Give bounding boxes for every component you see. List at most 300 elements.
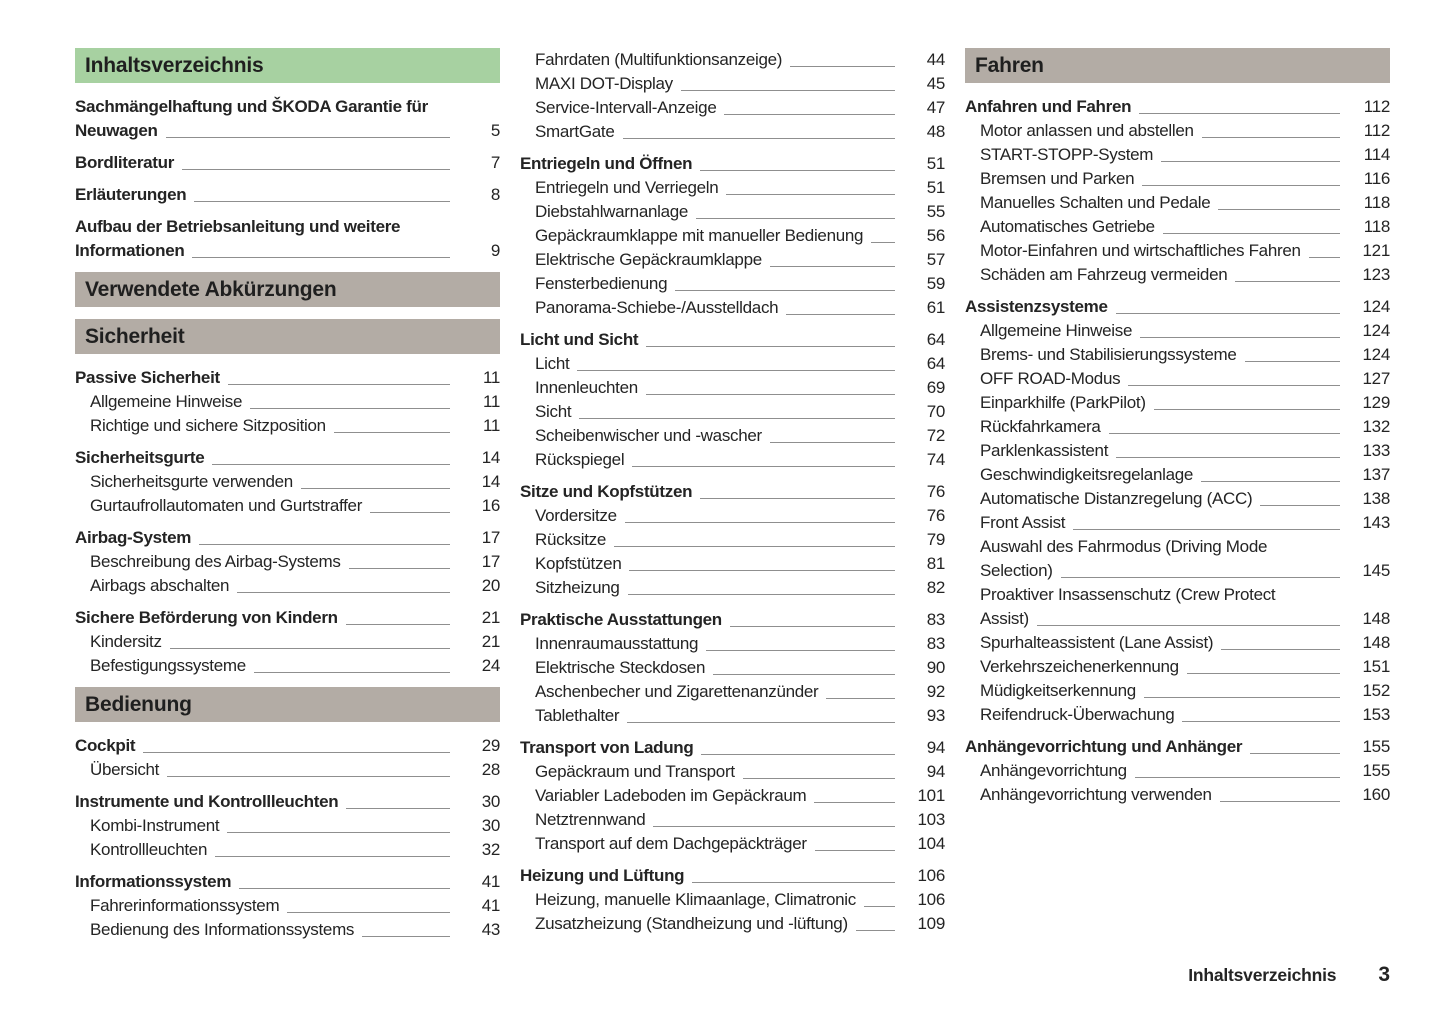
toc-entry-page: 106 bbox=[917, 866, 945, 885]
leader-line bbox=[1109, 433, 1340, 434]
page-footer bbox=[1188, 963, 1390, 987]
toc-entry bbox=[965, 511, 1390, 535]
leader-line bbox=[579, 418, 895, 419]
section-header-label: Inhaltsverzeichnis bbox=[85, 53, 264, 77]
leader-line bbox=[770, 442, 895, 443]
toc-entry bbox=[520, 328, 945, 352]
toc-entry bbox=[965, 655, 1390, 679]
toc-entry-line bbox=[535, 424, 945, 448]
toc-entry-label: Automatisches Getriebe bbox=[980, 217, 1155, 236]
toc-entry-page: 101 bbox=[917, 786, 945, 805]
leader-line bbox=[696, 218, 895, 219]
toc-entry-line bbox=[965, 95, 1390, 119]
leader-line bbox=[194, 201, 450, 202]
toc-entry-line bbox=[535, 808, 945, 832]
toc-entry-page: 124 bbox=[1362, 345, 1390, 364]
section-header-bedienung bbox=[75, 687, 500, 722]
toc-entry bbox=[75, 390, 500, 414]
toc-entry-line bbox=[90, 550, 500, 574]
toc-entry-page: 24 bbox=[481, 656, 500, 675]
toc-entry-page: 64 bbox=[926, 354, 945, 373]
toc-entry bbox=[520, 248, 945, 272]
toc-entry-label: Licht und Sicht bbox=[520, 330, 639, 349]
toc-entry-line bbox=[980, 239, 1390, 263]
toc-entry-page: 90 bbox=[926, 658, 945, 677]
toc-entry bbox=[965, 487, 1390, 511]
toc-entry bbox=[520, 576, 945, 600]
toc-entry-page: 55 bbox=[926, 202, 945, 221]
toc-entry bbox=[965, 463, 1390, 487]
leader-line bbox=[301, 488, 450, 489]
toc-entry-label: Aufbau der Betriebsanleitung und weitere bbox=[75, 217, 401, 236]
toc-entry-page: 118 bbox=[1363, 193, 1390, 212]
toc-entry bbox=[965, 391, 1390, 415]
toc-entry-page: 41 bbox=[481, 872, 500, 891]
toc-entry-line bbox=[980, 439, 1390, 463]
toc-entry-page: 127 bbox=[1362, 369, 1390, 388]
toc-entry bbox=[520, 376, 945, 400]
section-header-fahren bbox=[965, 48, 1390, 83]
toc-entry bbox=[965, 415, 1390, 439]
leader-line bbox=[1218, 209, 1340, 210]
toc-entry-label: Manuelles Schalten und Pedale bbox=[980, 193, 1211, 212]
toc-entry-label: Sicherheitsgurte verwenden bbox=[90, 472, 293, 491]
toc-entry-page: 118 bbox=[1363, 217, 1390, 236]
toc-entry bbox=[75, 95, 500, 143]
toc-entry bbox=[75, 470, 500, 494]
toc-entry-label: Bordliteratur bbox=[75, 153, 175, 172]
toc-entry-line bbox=[980, 783, 1390, 807]
toc-entry-page: 7 bbox=[490, 153, 500, 172]
toc-entry-line bbox=[535, 248, 945, 272]
toc-entry-line bbox=[980, 215, 1390, 239]
leader-line bbox=[1116, 457, 1340, 458]
toc-entry-page: 59 bbox=[926, 274, 945, 293]
leader-line bbox=[646, 394, 895, 395]
toc-entry-line bbox=[75, 526, 500, 550]
toc-entry-label: Cockpit bbox=[75, 736, 136, 755]
toc-entry bbox=[75, 151, 500, 175]
leader-line bbox=[143, 752, 450, 753]
toc-entry-label: Geschwindigkeitsregelanlage bbox=[980, 465, 1194, 484]
toc-entry bbox=[965, 679, 1390, 703]
toc-entry-page: 116 bbox=[1363, 169, 1390, 188]
toc-entry-line bbox=[90, 838, 500, 862]
toc-entry bbox=[75, 606, 500, 630]
toc-entry bbox=[520, 608, 945, 632]
toc-entry-line bbox=[980, 463, 1390, 487]
toc-entry-page: 109 bbox=[917, 914, 945, 933]
toc-entry-page: 57 bbox=[926, 250, 945, 269]
toc-entry-label: Verkehrszeichenerkennung bbox=[980, 657, 1179, 676]
toc-entry bbox=[965, 367, 1390, 391]
toc-entry bbox=[520, 808, 945, 832]
toc-entry-label: Tablethalter bbox=[535, 706, 620, 725]
leader-line bbox=[1142, 185, 1340, 186]
toc-entry-page: 132 bbox=[1362, 417, 1390, 436]
toc-entry bbox=[75, 654, 500, 678]
toc-entry-line bbox=[965, 735, 1390, 759]
toc-entry bbox=[520, 152, 945, 176]
toc-entry-line bbox=[535, 96, 945, 120]
toc-entry bbox=[75, 734, 500, 758]
toc-entry-line bbox=[535, 888, 945, 912]
toc-entry-line bbox=[90, 630, 500, 654]
leader-line bbox=[623, 138, 896, 139]
toc-entry-page: 103 bbox=[917, 810, 945, 829]
leader-line bbox=[1221, 649, 1340, 650]
toc-entry-label: Fahrdaten (Multifunktionsanzeige) bbox=[535, 50, 783, 69]
toc-entry-label: Entriegeln und Öffnen bbox=[520, 154, 693, 173]
toc-entry-line bbox=[90, 654, 500, 678]
toc-entry-page: 76 bbox=[926, 482, 945, 501]
toc-entry-label: Anfahren und Fahren bbox=[965, 97, 1132, 116]
toc-entry bbox=[75, 494, 500, 518]
toc-entry-page: 51 bbox=[926, 154, 945, 173]
toc-entry-label: Rücksitze bbox=[535, 530, 606, 549]
toc-entry-page: 138 bbox=[1362, 489, 1390, 508]
toc-entry-page: 153 bbox=[1362, 705, 1390, 724]
leader-line bbox=[1161, 161, 1340, 162]
toc-entry-label: Gurtaufrollautomaten und Gurtstraffer bbox=[90, 496, 363, 515]
toc-entry bbox=[75, 758, 500, 782]
toc-entry-page: 28 bbox=[481, 760, 500, 779]
toc-entry-page: 16 bbox=[481, 496, 500, 515]
toc-entry bbox=[520, 120, 945, 144]
toc-entry-page: 14 bbox=[481, 472, 500, 491]
toc-entry-page: 124 bbox=[1362, 297, 1390, 316]
toc-entry-label: Assistenzsysteme bbox=[965, 297, 1108, 316]
toc-entry-line bbox=[535, 528, 945, 552]
leader-line bbox=[730, 626, 895, 627]
toc-entry-label: Kontrollleuchten bbox=[90, 840, 208, 859]
leader-line bbox=[1235, 281, 1340, 282]
toc-column-right bbox=[965, 48, 1390, 807]
toc-entry bbox=[75, 814, 500, 838]
toc-entry bbox=[520, 480, 945, 504]
toc-entry-label: Müdigkeitserkennung bbox=[980, 681, 1136, 700]
leader-line bbox=[1135, 777, 1340, 778]
toc-entry-label: Anhängevorrichtung verwenden bbox=[980, 785, 1212, 804]
toc-entry-line bbox=[535, 224, 945, 248]
toc-entry-page: 30 bbox=[481, 816, 500, 835]
toc-entry-line bbox=[535, 376, 945, 400]
toc-entry bbox=[520, 424, 945, 448]
toc-entry-line bbox=[980, 143, 1390, 167]
toc-entry-line bbox=[90, 758, 500, 782]
toc-entry bbox=[965, 703, 1390, 727]
toc-entry-line bbox=[90, 390, 500, 414]
leader-line bbox=[215, 856, 450, 857]
toc-entry bbox=[520, 224, 945, 248]
toc-entry-line bbox=[980, 655, 1390, 679]
toc-entry bbox=[75, 550, 500, 574]
leader-line bbox=[826, 698, 895, 699]
leader-line bbox=[770, 266, 895, 267]
leader-line bbox=[1140, 337, 1340, 338]
leader-line bbox=[199, 544, 450, 545]
toc-entry-line bbox=[535, 552, 945, 576]
leader-line bbox=[167, 776, 450, 777]
toc-entry bbox=[965, 143, 1390, 167]
toc-entry-label: Service-Intervall-Anzeige bbox=[535, 98, 717, 117]
toc-entry bbox=[520, 528, 945, 552]
toc-entry-label: Motor-Einfahren und wirtschaftliches Fahren bbox=[980, 241, 1301, 260]
toc-entry-page: 83 bbox=[926, 634, 945, 653]
toc-entry-page: 5 bbox=[490, 121, 500, 140]
leader-line bbox=[1128, 385, 1340, 386]
leader-line bbox=[815, 850, 895, 851]
toc-entry bbox=[520, 832, 945, 856]
leader-line bbox=[786, 314, 895, 315]
leader-line bbox=[1260, 505, 1340, 506]
section-header-label: Fahren bbox=[975, 53, 1044, 77]
toc-entry bbox=[75, 446, 500, 470]
toc-entry-page: 11 bbox=[482, 392, 500, 411]
toc-entry-line bbox=[75, 446, 500, 470]
leader-line bbox=[250, 408, 450, 409]
toc-entry bbox=[965, 783, 1390, 807]
leader-line bbox=[1250, 753, 1340, 754]
toc-entry bbox=[520, 888, 945, 912]
toc-entry-page: 72 bbox=[926, 426, 945, 445]
toc-entry-line bbox=[75, 606, 500, 630]
toc-entry-label: Proaktiver Insassenschutz (Crew Protect bbox=[980, 585, 1276, 604]
toc-entry-line bbox=[980, 167, 1390, 191]
leader-line bbox=[1309, 257, 1340, 258]
toc-entry bbox=[965, 95, 1390, 119]
toc-entry-line bbox=[520, 736, 945, 760]
toc-entry bbox=[520, 736, 945, 760]
leader-line bbox=[1116, 313, 1340, 314]
toc-entry-page: 83 bbox=[926, 610, 945, 629]
toc-entry-label: Bremsen und Parken bbox=[980, 169, 1135, 188]
toc-entry-label: Gepäckraum und Transport bbox=[535, 762, 735, 781]
toc-entry-label: Brems- und Stabilisierungssysteme bbox=[980, 345, 1237, 364]
toc-entry-label: Einparkhilfe (ParkPilot) bbox=[980, 393, 1146, 412]
leader-line bbox=[239, 888, 450, 889]
leader-line bbox=[228, 384, 450, 385]
toc-entry-label: Sachmängelhaftung und ŠKODA Garantie für bbox=[75, 97, 428, 116]
toc-entry-label: Sicherheitsgurte bbox=[75, 448, 205, 467]
toc-entry bbox=[965, 535, 1390, 583]
toc-entry bbox=[520, 96, 945, 120]
toc-entry-page: 112 bbox=[1363, 121, 1390, 140]
toc-entry-line bbox=[520, 328, 945, 352]
leader-line bbox=[700, 498, 895, 499]
toc-entry bbox=[965, 191, 1390, 215]
leader-line bbox=[726, 194, 895, 195]
toc-entry-page: 114 bbox=[1363, 145, 1390, 164]
toc-entry-page: 74 bbox=[926, 450, 945, 469]
toc-entry-label: Befestigungssysteme bbox=[90, 656, 246, 675]
leader-line bbox=[627, 722, 895, 723]
toc-entry-line bbox=[980, 487, 1390, 511]
toc-entry-label: Selection) bbox=[980, 561, 1053, 580]
toc-entry-line bbox=[535, 832, 945, 856]
leader-line bbox=[706, 650, 895, 651]
leader-line bbox=[625, 522, 895, 523]
toc-entry bbox=[75, 183, 500, 207]
toc-entry-label: Kopfstützen bbox=[535, 554, 622, 573]
toc-entry-line bbox=[980, 511, 1390, 535]
toc-entry-line bbox=[535, 632, 945, 656]
toc-entry-page: 56 bbox=[926, 226, 945, 245]
toc-entry-label: Netztrennwand bbox=[535, 810, 646, 829]
toc-entry-page: 148 bbox=[1362, 609, 1390, 628]
toc-entry-page: 43 bbox=[481, 920, 500, 939]
toc-entry-line bbox=[535, 760, 945, 784]
toc-entry-label: Zusatzheizung (Standheizung und -lüftung) bbox=[535, 914, 848, 933]
toc-entry bbox=[75, 918, 500, 942]
toc-entry-page: 30 bbox=[481, 792, 500, 811]
toc-entry-line bbox=[90, 814, 500, 838]
leader-line bbox=[628, 594, 895, 595]
toc-entry bbox=[75, 790, 500, 814]
section-header-label: Bedienung bbox=[85, 692, 192, 716]
toc-entry-label: Instrumente und Kontrollleuchten bbox=[75, 792, 339, 811]
leader-line bbox=[1144, 697, 1340, 698]
toc-entry-label: Erläuterungen bbox=[75, 185, 187, 204]
toc-entry bbox=[520, 72, 945, 96]
toc-entry-label: Bedienung des Informationssystems bbox=[90, 920, 355, 939]
toc-entry-page: 94 bbox=[926, 762, 945, 781]
toc-entry-line bbox=[980, 319, 1390, 343]
toc-entry-page: 79 bbox=[926, 530, 945, 549]
toc-entry bbox=[520, 448, 945, 472]
toc-entry-page: 112 bbox=[1363, 97, 1390, 116]
leader-line bbox=[700, 170, 895, 171]
toc-entry-page: 123 bbox=[1362, 265, 1390, 284]
toc-entry-page: 106 bbox=[917, 890, 945, 909]
toc-entry-line bbox=[980, 415, 1390, 439]
toc-entry-line bbox=[90, 414, 500, 438]
toc-entry-line bbox=[535, 352, 945, 376]
toc-entry-page: 143 bbox=[1362, 513, 1390, 532]
toc-entry-line bbox=[980, 679, 1390, 703]
toc-entry-line bbox=[980, 559, 1390, 583]
leader-line bbox=[227, 832, 450, 833]
toc-entry bbox=[520, 912, 945, 936]
toc-column-left bbox=[75, 48, 500, 942]
toc-entry-label: Airbags abschalten bbox=[90, 576, 230, 595]
toc-entry bbox=[965, 439, 1390, 463]
toc-entry-label: Passive Sicherheit bbox=[75, 368, 220, 387]
toc-entry bbox=[520, 272, 945, 296]
leader-line bbox=[237, 592, 450, 593]
toc-entry-page: 155 bbox=[1362, 761, 1390, 780]
toc-entry-line bbox=[535, 296, 945, 320]
toc-entry-label: Innenleuchten bbox=[535, 378, 638, 397]
toc-entry-line bbox=[980, 343, 1390, 367]
toc-entry-label: Transport auf dem Dachgepäckträger bbox=[535, 834, 807, 853]
toc-entry-line bbox=[75, 366, 500, 390]
toc-entry-label: Fensterbedienung bbox=[535, 274, 668, 293]
toc-column-middle bbox=[520, 48, 945, 936]
toc-entry-label: Scheibenwischer und -wascher bbox=[535, 426, 762, 445]
toc-entry-label: Informationen bbox=[75, 241, 185, 260]
toc-entry-page: 8 bbox=[490, 185, 500, 204]
toc-entry-line bbox=[535, 680, 945, 704]
toc-entry-label: Praktische Ausstattungen bbox=[520, 610, 722, 629]
leader-line bbox=[577, 370, 895, 371]
leader-line bbox=[632, 466, 895, 467]
toc-entry-label: Front Assist bbox=[980, 513, 1066, 532]
leader-line bbox=[192, 257, 450, 258]
leader-line bbox=[334, 432, 450, 433]
toc-entry bbox=[965, 215, 1390, 239]
toc-entry-label: START-STOPP-System bbox=[980, 145, 1154, 164]
toc-entry bbox=[965, 167, 1390, 191]
toc-entry-page: 17 bbox=[481, 528, 500, 547]
toc-entry-page: 14 bbox=[481, 448, 500, 467]
leader-line bbox=[790, 66, 895, 67]
leader-line bbox=[370, 512, 450, 513]
toc-entry-label: Spurhalteassistent (Lane Assist) bbox=[980, 633, 1214, 652]
toc-entry-line bbox=[535, 200, 945, 224]
toc-entry-label: Aschenbecher und Zigarettenanzünder bbox=[535, 682, 819, 701]
toc-entry-label: Sicht bbox=[535, 402, 572, 421]
toc-entry-label: Richtige und sichere Sitzposition bbox=[90, 416, 326, 435]
leader-line bbox=[692, 882, 895, 883]
toc-entry-page: 82 bbox=[926, 578, 945, 597]
toc-entry-label: MAXI DOT-Display bbox=[535, 74, 673, 93]
toc-entry-label: Allgemeine Hinweise bbox=[980, 321, 1133, 340]
toc-entry bbox=[75, 414, 500, 438]
toc-entry-label: Reifendruck-Überwachung bbox=[980, 705, 1175, 724]
toc-entry-line bbox=[980, 367, 1390, 391]
toc-entry-line bbox=[520, 480, 945, 504]
toc-entry-page: 148 bbox=[1362, 633, 1390, 652]
toc-entry bbox=[520, 656, 945, 680]
toc-entry-label: Allgemeine Hinweise bbox=[90, 392, 243, 411]
toc-entry-line bbox=[90, 494, 500, 518]
toc-entry bbox=[965, 631, 1390, 655]
toc-entry-line bbox=[535, 272, 945, 296]
toc-entry bbox=[520, 704, 945, 728]
leader-line bbox=[1163, 233, 1340, 234]
leader-line bbox=[856, 930, 895, 931]
toc-entry-line bbox=[520, 152, 945, 176]
toc-entry-line bbox=[980, 119, 1390, 143]
toc-entry-line bbox=[965, 295, 1390, 319]
leader-line bbox=[166, 137, 450, 138]
toc-entry-line bbox=[980, 703, 1390, 727]
toc-entry-line bbox=[75, 790, 500, 814]
toc-entry-label: Airbag-System bbox=[75, 528, 192, 547]
toc-entry bbox=[520, 504, 945, 528]
toc-entry-line bbox=[75, 151, 500, 175]
toc-entry-label: Parklenkassistent bbox=[980, 441, 1109, 460]
toc-entry bbox=[965, 239, 1390, 263]
leader-line bbox=[614, 546, 895, 547]
leader-line bbox=[701, 754, 895, 755]
toc-entry-label: Kombi-Instrument bbox=[90, 816, 220, 835]
toc-entry-page: 81 bbox=[926, 554, 945, 573]
toc-entry-line bbox=[520, 864, 945, 888]
leader-line bbox=[362, 936, 450, 937]
toc-entry-page: 151 bbox=[1362, 657, 1390, 676]
toc-entry-page: 21 bbox=[481, 632, 500, 651]
toc-entry-page: 20 bbox=[481, 576, 500, 595]
toc-entry-label: Assist) bbox=[980, 609, 1029, 628]
toc-entry-line bbox=[75, 119, 500, 143]
toc-entry bbox=[965, 583, 1390, 631]
toc-entry-label: Motor anlassen und abstellen bbox=[980, 121, 1194, 140]
toc-entry bbox=[520, 400, 945, 424]
toc-entry-page: 70 bbox=[926, 402, 945, 421]
leader-line bbox=[681, 90, 895, 91]
